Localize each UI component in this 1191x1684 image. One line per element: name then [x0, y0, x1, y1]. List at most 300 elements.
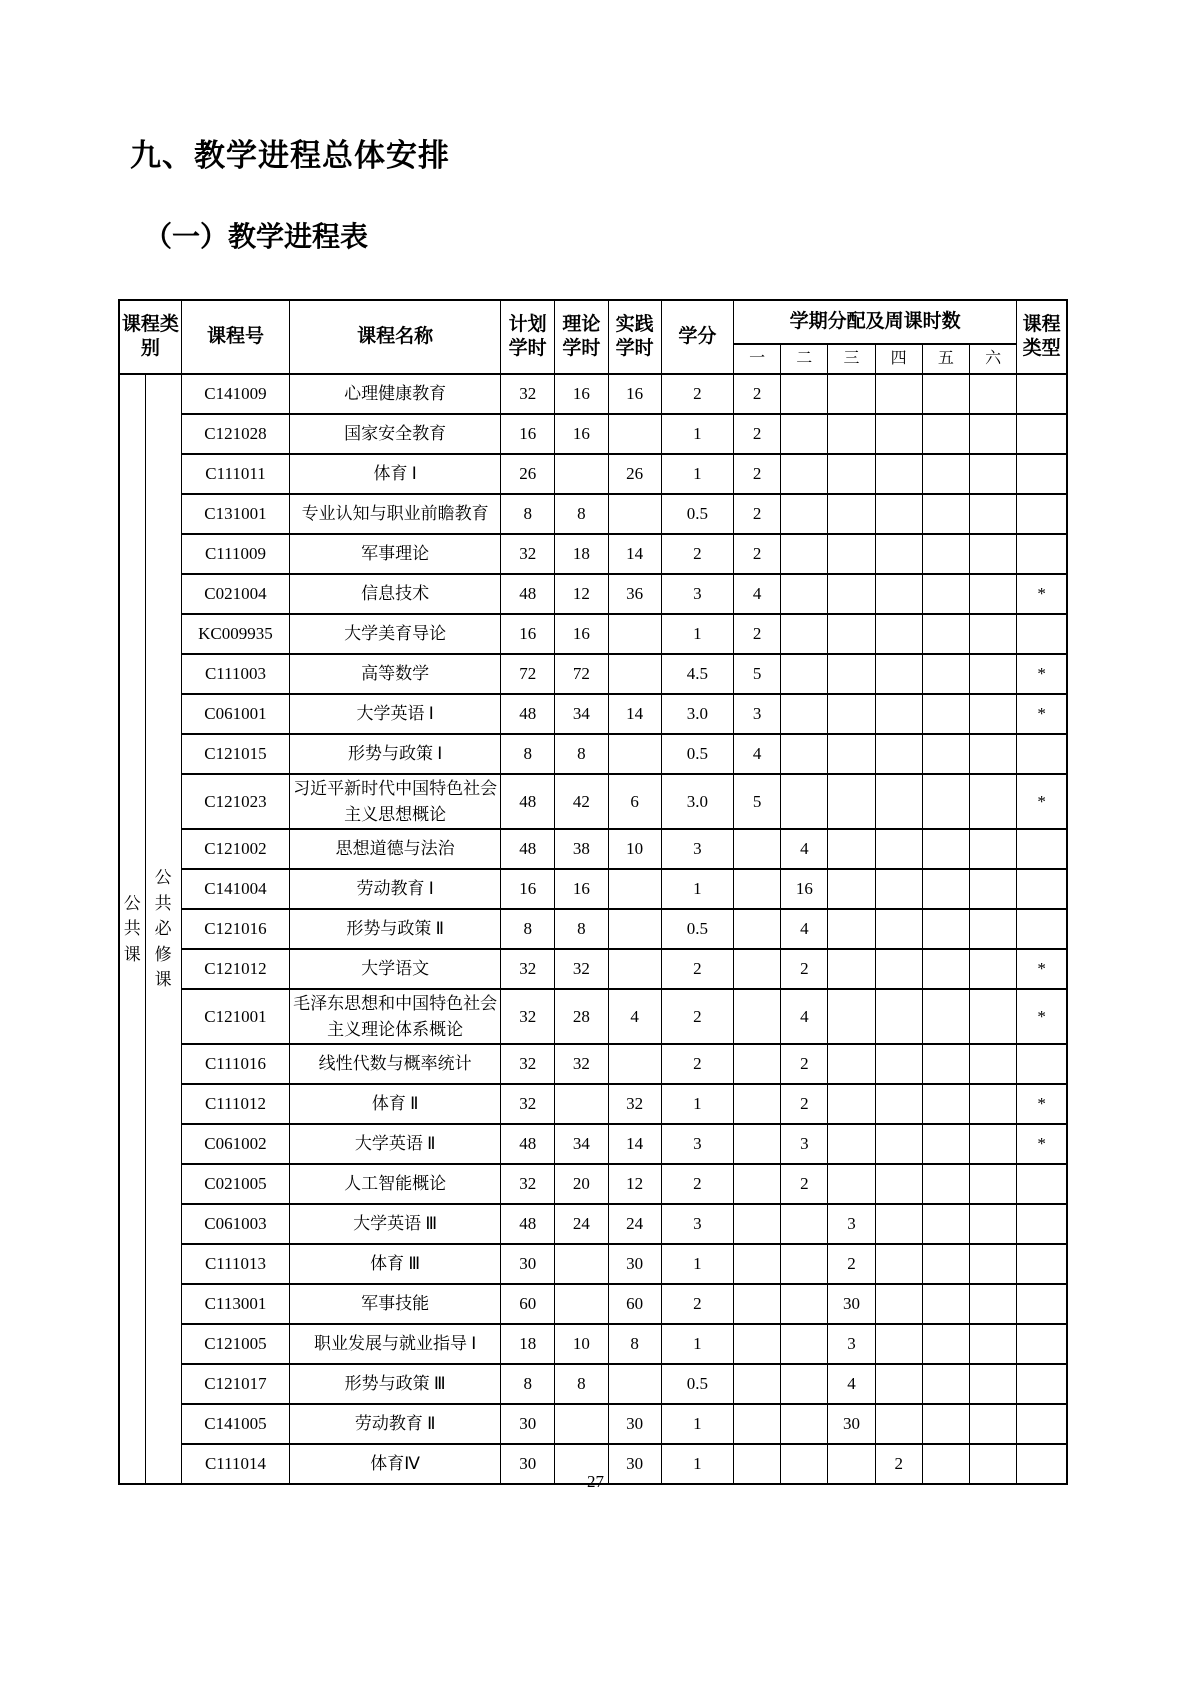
cell-practice: 14	[608, 694, 661, 734]
cell-credit: 2	[661, 1044, 733, 1084]
cell-s3	[828, 949, 875, 989]
cell-theory: 10	[555, 1324, 608, 1364]
cell-plan: 8	[501, 734, 555, 774]
cell-theory	[555, 1084, 608, 1124]
table-row	[119, 989, 1067, 1044]
cell-s3	[828, 494, 875, 534]
cell-s5	[922, 774, 969, 829]
cell-plan: 30	[501, 1244, 555, 1284]
table-row	[119, 414, 1067, 454]
cell-type	[1017, 1324, 1067, 1364]
cell-name: 大学美育导论	[290, 614, 501, 654]
cell-s6	[969, 1204, 1016, 1244]
cell-theory: 16	[555, 414, 608, 454]
cell-no: C141005	[181, 1404, 289, 1444]
cell-s1	[734, 1404, 781, 1444]
cell-type	[1017, 1404, 1067, 1444]
cell-name: 思想道德与法治	[290, 829, 501, 869]
cell-credit: 3	[661, 574, 733, 614]
table-row	[119, 1124, 1067, 1164]
cell-s1: 2	[734, 454, 781, 494]
cell-s1: 2	[734, 414, 781, 454]
cell-theory: 38	[555, 829, 608, 869]
table-row	[119, 1204, 1067, 1244]
cell-practice	[608, 614, 661, 654]
cell-theory: 16	[555, 374, 608, 414]
cell-s1	[734, 1124, 781, 1164]
table-row	[119, 694, 1067, 734]
page-number: 27	[587, 1472, 604, 1491]
cell-s5	[922, 1204, 969, 1244]
cell-s1: 2	[734, 534, 781, 574]
cell-type	[1017, 1044, 1067, 1084]
table-row	[119, 829, 1067, 869]
cell-s4	[875, 909, 922, 949]
cell-s5	[922, 374, 969, 414]
cell-plan: 30	[501, 1444, 555, 1484]
cell-theory: 18	[555, 534, 608, 574]
cell-s5	[922, 1244, 969, 1284]
cell-practice: 10	[608, 829, 661, 869]
cell-plan: 48	[501, 1204, 555, 1244]
table-row	[119, 614, 1067, 654]
header-category: 课程类别	[119, 300, 181, 374]
cell-s6	[969, 1324, 1016, 1364]
cell-s6	[969, 1284, 1016, 1324]
cell-name: 高等数学	[290, 654, 501, 694]
cell-name: 体育Ⅳ	[290, 1444, 501, 1484]
cell-credit: 0.5	[661, 1364, 733, 1404]
cell-s5	[922, 829, 969, 869]
header-semester-group: 学期分配及周课时数	[734, 300, 1017, 344]
header-semester-2: 二	[781, 344, 828, 374]
cell-s2: 3	[781, 1124, 828, 1164]
table-row	[119, 1284, 1067, 1324]
cell-s6	[969, 1044, 1016, 1084]
cell-plan: 60	[501, 1284, 555, 1324]
cell-s1: 2	[734, 614, 781, 654]
cell-s3	[828, 454, 875, 494]
cell-theory: 32	[555, 1044, 608, 1084]
header-row-main	[119, 300, 1067, 344]
cell-plan: 48	[501, 829, 555, 869]
category-inner-cell: 公共必修课	[145, 374, 181, 1484]
cell-s4	[875, 494, 922, 534]
cell-s2: 4	[781, 909, 828, 949]
cell-practice	[608, 1364, 661, 1404]
cell-name: 体育 Ⅲ	[290, 1244, 501, 1284]
table-row	[119, 909, 1067, 949]
cell-s4	[875, 1244, 922, 1284]
cell-s1	[734, 1044, 781, 1084]
cell-credit: 1	[661, 414, 733, 454]
cell-theory: 28	[555, 989, 608, 1044]
cell-theory: 16	[555, 614, 608, 654]
cell-theory: 34	[555, 1124, 608, 1164]
cell-s2	[781, 1204, 828, 1244]
cell-plan: 30	[501, 1404, 555, 1444]
cell-s6	[969, 694, 1016, 734]
table-row	[119, 1404, 1067, 1444]
cell-s3: 4	[828, 1364, 875, 1404]
cell-credit: 0.5	[661, 734, 733, 774]
cell-s4	[875, 774, 922, 829]
cell-credit: 1	[661, 614, 733, 654]
cell-s2: 16	[781, 869, 828, 909]
cell-s5	[922, 574, 969, 614]
cell-s4	[875, 454, 922, 494]
cell-no: C141004	[181, 869, 289, 909]
table-row	[119, 534, 1067, 574]
cell-plan: 16	[501, 414, 555, 454]
cell-s6	[969, 374, 1016, 414]
cell-theory: 34	[555, 694, 608, 734]
cell-s2	[781, 694, 828, 734]
cell-name: 形势与政策 Ⅰ	[290, 734, 501, 774]
cell-no: C111013	[181, 1244, 289, 1284]
cell-s5	[922, 694, 969, 734]
cell-s4	[875, 734, 922, 774]
cell-s3	[828, 414, 875, 454]
cell-type	[1017, 454, 1067, 494]
cell-practice	[608, 494, 661, 534]
cell-s6	[969, 774, 1016, 829]
cell-practice: 8	[608, 1324, 661, 1364]
cell-type: *	[1017, 989, 1067, 1044]
cell-s4	[875, 1204, 922, 1244]
cell-credit: 0.5	[661, 494, 733, 534]
cell-s6	[969, 574, 1016, 614]
cell-s3	[828, 734, 875, 774]
cell-no: C121015	[181, 734, 289, 774]
cell-practice: 30	[608, 1244, 661, 1284]
cell-s3	[828, 989, 875, 1044]
cell-type	[1017, 614, 1067, 654]
cell-no: C021005	[181, 1164, 289, 1204]
cell-s5	[922, 1324, 969, 1364]
table-row	[119, 1044, 1067, 1084]
cell-plan: 72	[501, 654, 555, 694]
cell-s2	[781, 734, 828, 774]
cell-no: C121017	[181, 1364, 289, 1404]
cell-s6	[969, 869, 1016, 909]
cell-practice	[608, 949, 661, 989]
cell-name: 人工智能概论	[290, 1164, 501, 1204]
cell-type	[1017, 1204, 1067, 1244]
cell-s2	[781, 574, 828, 614]
table-row	[119, 1244, 1067, 1284]
cell-s1	[734, 1364, 781, 1404]
cell-s6	[969, 1404, 1016, 1444]
cell-name: 军事理论	[290, 534, 501, 574]
cell-theory: 20	[555, 1164, 608, 1204]
cell-s5	[922, 534, 969, 574]
cell-s4	[875, 829, 922, 869]
cell-s5	[922, 1404, 969, 1444]
cell-s3	[828, 1164, 875, 1204]
cell-s2	[781, 414, 828, 454]
header-credits: 学分	[661, 300, 733, 374]
cell-theory: 8	[555, 494, 608, 534]
cell-practice: 60	[608, 1284, 661, 1324]
section-title: 九、教学进程总体安排	[130, 138, 450, 173]
cell-practice: 30	[608, 1404, 661, 1444]
cell-name: 大学英语 Ⅲ	[290, 1204, 501, 1244]
cell-s4	[875, 574, 922, 614]
cell-s6	[969, 414, 1016, 454]
cell-name: 形势与政策 Ⅱ	[290, 909, 501, 949]
cell-no: C121023	[181, 774, 289, 829]
cell-no: C111011	[181, 454, 289, 494]
cell-s6	[969, 829, 1016, 869]
table-row	[119, 374, 1067, 414]
cell-theory: 72	[555, 654, 608, 694]
cell-s3	[828, 1044, 875, 1084]
cell-s4	[875, 1364, 922, 1404]
cell-plan: 32	[501, 1164, 555, 1204]
cell-s6	[969, 454, 1016, 494]
course-table-body	[119, 374, 1067, 1484]
cell-no: C121005	[181, 1324, 289, 1364]
cell-practice	[608, 414, 661, 454]
cell-plan: 8	[501, 909, 555, 949]
cell-no: C141009	[181, 374, 289, 414]
cell-s3: 30	[828, 1404, 875, 1444]
cell-no: C111016	[181, 1044, 289, 1084]
cell-s3	[828, 654, 875, 694]
cell-practice: 12	[608, 1164, 661, 1204]
cell-s6	[969, 989, 1016, 1044]
cell-s4	[875, 989, 922, 1044]
cell-s4	[875, 534, 922, 574]
cell-s4	[875, 1284, 922, 1324]
cell-theory: 42	[555, 774, 608, 829]
cell-name: 心理健康教育	[290, 374, 501, 414]
header-semester-4: 四	[875, 344, 922, 374]
cell-type	[1017, 534, 1067, 574]
cell-type	[1017, 734, 1067, 774]
cell-theory: 12	[555, 574, 608, 614]
cell-s2: 2	[781, 1084, 828, 1124]
cell-theory	[555, 454, 608, 494]
table-row	[119, 869, 1067, 909]
cell-no: C111014	[181, 1444, 289, 1484]
cell-s5	[922, 1284, 969, 1324]
table-row	[119, 1324, 1067, 1364]
cell-s5	[922, 614, 969, 654]
cell-s3	[828, 1124, 875, 1164]
cell-credit: 4.5	[661, 654, 733, 694]
cell-practice: 14	[608, 1124, 661, 1164]
cell-credit: 2	[661, 534, 733, 574]
header-semester-3: 三	[828, 344, 875, 374]
cell-s3	[828, 374, 875, 414]
cell-practice	[608, 909, 661, 949]
cell-plan: 32	[501, 1044, 555, 1084]
cell-s4	[875, 374, 922, 414]
header-plan-hours: 计划学时	[501, 300, 555, 374]
table-row	[119, 574, 1067, 614]
cell-no: C111009	[181, 534, 289, 574]
cell-credit: 3	[661, 829, 733, 869]
cell-type: *	[1017, 694, 1067, 734]
cell-s4	[875, 1404, 922, 1444]
table-row	[119, 949, 1067, 989]
cell-practice: 6	[608, 774, 661, 829]
cell-s4	[875, 1124, 922, 1164]
cell-s5	[922, 494, 969, 534]
cell-s4	[875, 1324, 922, 1364]
cell-s1: 5	[734, 774, 781, 829]
cell-s1	[734, 1164, 781, 1204]
cell-s5	[922, 989, 969, 1044]
cell-s6	[969, 734, 1016, 774]
cell-s1: 2	[734, 494, 781, 534]
cell-name: 信息技术	[290, 574, 501, 614]
cell-type: *	[1017, 574, 1067, 614]
cell-s4	[875, 1164, 922, 1204]
cell-s2: 2	[781, 1044, 828, 1084]
cell-s5	[922, 909, 969, 949]
cell-s5	[922, 454, 969, 494]
subsection-title: （一）教学进程表	[144, 221, 369, 252]
cell-no: C061003	[181, 1204, 289, 1244]
header-course-no: 课程号	[181, 300, 289, 374]
cell-practice	[608, 734, 661, 774]
cell-no: KC009935	[181, 614, 289, 654]
cell-s1	[734, 1204, 781, 1244]
cell-credit: 3	[661, 1204, 733, 1244]
cell-name: 专业认知与职业前瞻教育	[290, 494, 501, 534]
cell-s5	[922, 1364, 969, 1404]
cell-no: C113001	[181, 1284, 289, 1324]
cell-s3	[828, 909, 875, 949]
cell-s2: 4	[781, 989, 828, 1044]
cell-plan: 16	[501, 869, 555, 909]
cell-s5	[922, 869, 969, 909]
cell-s3	[828, 574, 875, 614]
cell-type	[1017, 374, 1067, 414]
cell-no: C121016	[181, 909, 289, 949]
cell-s3	[828, 869, 875, 909]
cell-s2: 4	[781, 829, 828, 869]
cell-type	[1017, 829, 1067, 869]
cell-s4	[875, 949, 922, 989]
cell-practice: 32	[608, 1084, 661, 1124]
cell-no: C121001	[181, 989, 289, 1044]
cell-s1	[734, 829, 781, 869]
cell-plan: 8	[501, 1364, 555, 1404]
table-row	[119, 454, 1067, 494]
cell-plan: 32	[501, 1084, 555, 1124]
cell-name: 习近平新时代中国特色社会主义思想概论	[290, 774, 501, 829]
cell-s5	[922, 1044, 969, 1084]
cell-s6	[969, 1364, 1016, 1404]
cell-credit: 2	[661, 989, 733, 1044]
cell-s4	[875, 1044, 922, 1084]
cell-s1	[734, 869, 781, 909]
cell-s6	[969, 1244, 1016, 1284]
cell-name: 大学语文	[290, 949, 501, 989]
header-course-name: 课程名称	[290, 300, 501, 374]
cell-s4	[875, 654, 922, 694]
table-row	[119, 774, 1067, 829]
cell-theory	[555, 1404, 608, 1444]
header-course-type: 课程类型	[1017, 300, 1067, 374]
cell-theory: 32	[555, 949, 608, 989]
table-row	[119, 1164, 1067, 1204]
cell-s6	[969, 949, 1016, 989]
header-semester-5: 五	[922, 344, 969, 374]
cell-s1: 5	[734, 654, 781, 694]
cell-s2	[781, 1244, 828, 1284]
cell-theory: 8	[555, 1364, 608, 1404]
cell-type	[1017, 1244, 1067, 1284]
cell-s3	[828, 1084, 875, 1124]
cell-no: C061001	[181, 694, 289, 734]
cell-plan: 8	[501, 494, 555, 534]
cell-s2	[781, 374, 828, 414]
cell-s1	[734, 1284, 781, 1324]
table-row	[119, 1084, 1067, 1124]
cell-plan: 32	[501, 989, 555, 1044]
cell-name: 国家安全教育	[290, 414, 501, 454]
cell-plan: 48	[501, 574, 555, 614]
cell-s3	[828, 534, 875, 574]
table-row	[119, 494, 1067, 534]
cell-practice	[608, 654, 661, 694]
table-row	[119, 1364, 1067, 1404]
cell-practice: 4	[608, 989, 661, 1044]
cell-s1	[734, 1324, 781, 1364]
cell-practice: 14	[608, 534, 661, 574]
cell-theory	[555, 1244, 608, 1284]
cell-credit: 2	[661, 374, 733, 414]
cell-s2	[781, 654, 828, 694]
cell-practice	[608, 869, 661, 909]
cell-s1	[734, 1244, 781, 1284]
table-header	[119, 300, 1067, 374]
cell-s5	[922, 414, 969, 454]
cell-s2	[781, 1284, 828, 1324]
cell-credit: 2	[661, 1164, 733, 1204]
header-semester-1: 一	[734, 344, 781, 374]
cell-theory: 24	[555, 1204, 608, 1244]
cell-plan: 48	[501, 774, 555, 829]
cell-credit: 1	[661, 1244, 733, 1284]
cell-credit: 1	[661, 869, 733, 909]
cell-name: 线性代数与概率统计	[290, 1044, 501, 1084]
cell-plan: 32	[501, 534, 555, 574]
cell-practice: 24	[608, 1204, 661, 1244]
cell-s2	[781, 774, 828, 829]
cell-s1: 3	[734, 694, 781, 734]
cell-s6	[969, 909, 1016, 949]
cell-s2	[781, 494, 828, 534]
header-semester-6: 六	[969, 344, 1016, 374]
cell-type	[1017, 1364, 1067, 1404]
cell-s4	[875, 869, 922, 909]
cell-type: *	[1017, 654, 1067, 694]
cell-s5	[922, 654, 969, 694]
cell-credit: 3	[661, 1124, 733, 1164]
cell-plan: 48	[501, 694, 555, 734]
cell-name: 劳动教育 Ⅱ	[290, 1404, 501, 1444]
cell-s1	[734, 989, 781, 1044]
cell-s6	[969, 534, 1016, 574]
cell-plan: 18	[501, 1324, 555, 1364]
cell-s3	[828, 829, 875, 869]
